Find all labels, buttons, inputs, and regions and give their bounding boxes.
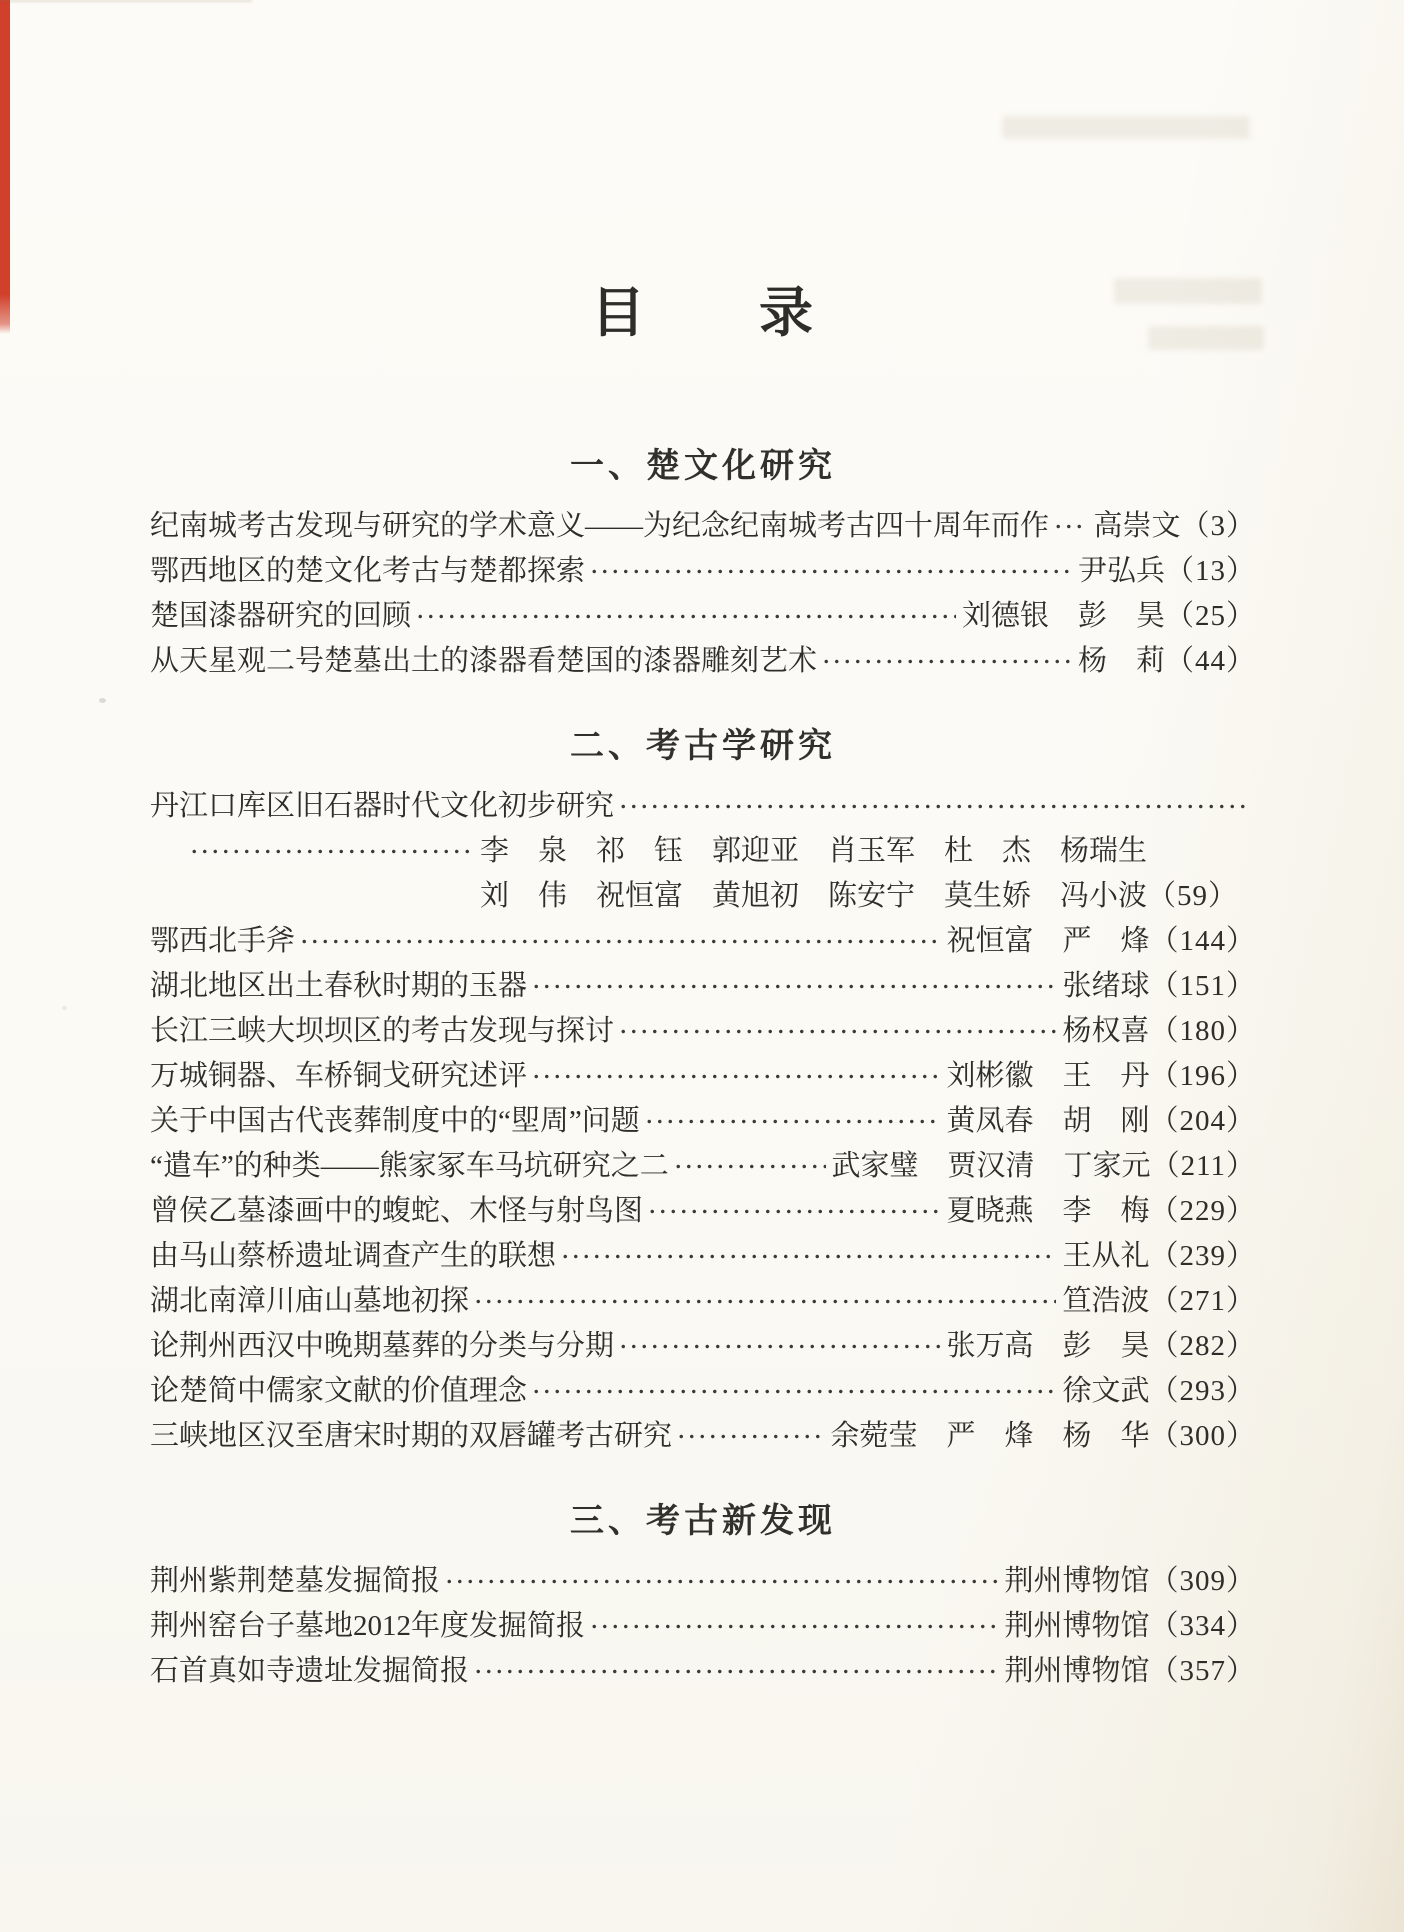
section-rows — [150, 1559, 1256, 1694]
toc-entry — [150, 1144, 1256, 1189]
entry-page-number: （282） — [1149, 1330, 1256, 1362]
entry-authors: 李 泉 祁 钰 郭迎亚 肖玉军 杜 杰 杨瑞生 — [480, 835, 1148, 867]
entry-authors: 荆州博物馆 — [1004, 1565, 1150, 1597]
toc-entry — [150, 1234, 1256, 1279]
entry-title: 丹江口库区旧石器时代文化初步研究 — [150, 790, 615, 822]
entry-page-number: （204） — [1149, 1105, 1256, 1137]
toc-entry — [185, 829, 1256, 874]
entry-authors: 夏晓燕 李 梅 — [946, 1195, 1150, 1227]
entry-page-number: （357） — [1149, 1655, 1256, 1687]
toc-entry — [150, 919, 1256, 964]
entry-authors: 荆州博物馆 — [1004, 1655, 1150, 1687]
toc-entry — [150, 639, 1256, 684]
toc-entry — [150, 1649, 1256, 1694]
toc-entry — [150, 1414, 1256, 1459]
dotted-leader — [589, 549, 1072, 594]
dotted-leader — [676, 1414, 824, 1459]
entry-title: 从天星观二号楚墓出土的漆器看楚国的漆器雕刻艺术 — [150, 645, 818, 677]
entry-title: 由马山蔡桥遗址调查产生的联想 — [150, 1240, 557, 1272]
toc-entry — [150, 1324, 1256, 1369]
dotted-leader — [189, 829, 474, 874]
entry-authors: 刘 伟 祝恒富 黄旭初 陈安宁 莫生娇 冯小波 — [480, 880, 1148, 912]
entry-title: 论楚简中儒家文献的价值理念 — [150, 1375, 528, 1407]
entry-authors: 尹弘兵 — [1077, 555, 1165, 587]
entry-title: 鄂西地区的楚文化考古与楚都探索 — [150, 555, 586, 587]
section-heading: 三、考古新发现 — [570, 1502, 836, 1540]
dotted-leader — [531, 964, 1056, 1009]
entry-page-number: （180） — [1149, 1015, 1256, 1047]
entry-title: 三峡地区汉至唐宋时期的双唇罐考古研究 — [150, 1420, 673, 1452]
entry-title: 石首真如寺遗址发掘简报 — [150, 1655, 470, 1687]
dotted-leader — [618, 784, 1250, 829]
toc-section — [150, 1501, 1256, 1694]
entry-page-number: （3） — [1180, 510, 1256, 542]
entry-authors: 杨 莉 — [1077, 645, 1165, 677]
dotted-leader — [531, 1054, 940, 1099]
toc-sections — [150, 446, 1256, 1694]
entry-title: 荆州窑台子墓地2012年度发掘简报 — [150, 1610, 586, 1642]
entry-authors: 刘德银 彭 昊 — [961, 600, 1165, 632]
dotted-leader — [618, 1009, 1056, 1054]
dotted-leader — [444, 1559, 998, 1604]
toc-entry — [150, 1604, 1256, 1649]
entry-authors: 余菀莹 严 烽 杨 华 — [830, 1420, 1150, 1452]
dotted-leader — [647, 1189, 940, 1234]
entry-page-number: （334） — [1149, 1610, 1256, 1642]
section-heading: 二、考古学研究 — [570, 727, 836, 765]
entry-authors: 张万高 彭 昊 — [946, 1330, 1150, 1362]
entry-page-number: （229） — [1149, 1195, 1256, 1227]
toc-entry — [150, 504, 1256, 549]
toc-entry — [150, 1189, 1256, 1234]
entry-authors: 刘彬徽 王 丹 — [946, 1060, 1150, 1092]
dotted-leader — [673, 1144, 826, 1189]
entry-page-number: （293） — [1149, 1375, 1256, 1407]
toc-entry — [480, 874, 1256, 919]
entry-title: 曾侯乙墓漆画中的蝮蛇、木怪与射鸟图 — [150, 1195, 644, 1227]
entry-page-number: （309） — [1149, 1565, 1256, 1597]
entry-authors: 祝恒富 严 烽 — [946, 925, 1150, 957]
dotted-leader — [473, 1279, 1056, 1324]
entry-title: 长江三峡大坝坝区的考古发现与探讨 — [150, 1015, 615, 1047]
toc-entry — [150, 1099, 1256, 1144]
entry-title: “遣车”的种类——熊家冢车马坑研究之二 — [150, 1150, 669, 1182]
toc-entry — [150, 549, 1256, 594]
entry-page-number: （196） — [1149, 1060, 1256, 1092]
dotted-leader — [531, 1369, 1056, 1414]
entry-title: 鄂西北手斧 — [150, 925, 296, 957]
toc-content — [150, 0, 1256, 1694]
toc-section — [150, 446, 1256, 684]
dotted-leader — [644, 1099, 941, 1144]
entry-title: 关于中国古代丧葬制度中的“堲周”问题 — [150, 1105, 640, 1137]
entry-authors: 荆州博物馆 — [1004, 1610, 1150, 1642]
entry-authors: 黄凤春 胡 刚 — [946, 1105, 1150, 1137]
entry-page-number: （59） — [1147, 880, 1239, 912]
entry-page-number: （13） — [1164, 555, 1256, 587]
book-spine-strip — [0, 0, 10, 334]
toc-entry — [150, 964, 1256, 1009]
toc-entry — [150, 1559, 1256, 1604]
entry-page-number: （44） — [1164, 645, 1256, 677]
section-rows — [150, 504, 1256, 684]
dotted-leader — [560, 1234, 1056, 1279]
entry-title: 论荆州西汉中晚期墓葬的分类与分期 — [150, 1330, 615, 1362]
dotted-leader — [1053, 504, 1087, 549]
scan-speck — [62, 1006, 67, 1010]
page-title: 目 录 — [591, 283, 815, 343]
section-rows — [150, 784, 1256, 1459]
entry-page-number: （144） — [1149, 925, 1256, 957]
entry-page-number: （211） — [1150, 1150, 1256, 1182]
entry-page-number: （151） — [1149, 970, 1256, 1002]
toc-entry — [150, 1009, 1256, 1054]
entry-title: 楚国漆器研究的回顾 — [150, 600, 412, 632]
toc-entry — [150, 594, 1256, 639]
scan-speck — [99, 698, 106, 703]
entry-page-number: （271） — [1149, 1285, 1256, 1317]
toc-entry — [150, 1279, 1256, 1324]
entry-authors: 笪浩波 — [1062, 1285, 1150, 1317]
entry-authors: 高崇文 — [1093, 510, 1181, 542]
dotted-leader — [821, 639, 1072, 684]
entry-page-number: （300） — [1149, 1420, 1256, 1452]
dotted-leader — [618, 1324, 940, 1369]
entry-page-number: （25） — [1164, 600, 1256, 632]
dotted-leader — [473, 1649, 998, 1694]
section-heading: 一、楚文化研究 — [570, 447, 836, 485]
entry-title: 万城铜器、车桥铜戈研究述评 — [150, 1060, 528, 1092]
entry-authors: 杨权喜 — [1062, 1015, 1150, 1047]
dotted-leader — [589, 1604, 998, 1649]
toc-entry — [150, 1369, 1256, 1414]
dotted-leader — [415, 594, 956, 639]
entry-authors: 王从礼 — [1062, 1240, 1150, 1272]
entry-authors: 武家璧 贾汉清 丁家元 — [831, 1150, 1151, 1182]
entry-title: 荆州紫荆楚墓发掘简报 — [150, 1565, 441, 1597]
toc-entry — [150, 1054, 1256, 1099]
entry-page-number: （239） — [1149, 1240, 1256, 1272]
dotted-leader — [299, 919, 940, 964]
entry-title: 湖北地区出土春秋时期的玉器 — [150, 970, 528, 1002]
toc-entry — [150, 784, 1256, 829]
entry-title: 湖北南漳川庙山墓地初探 — [150, 1285, 470, 1317]
entry-authors: 张绪球 — [1062, 970, 1150, 1002]
entry-authors: 徐文武 — [1062, 1375, 1150, 1407]
entry-title: 纪南城考古发现与研究的学术意义——为纪念纪南城考古四十周年而作 — [150, 510, 1050, 542]
toc-section — [150, 726, 1256, 1459]
